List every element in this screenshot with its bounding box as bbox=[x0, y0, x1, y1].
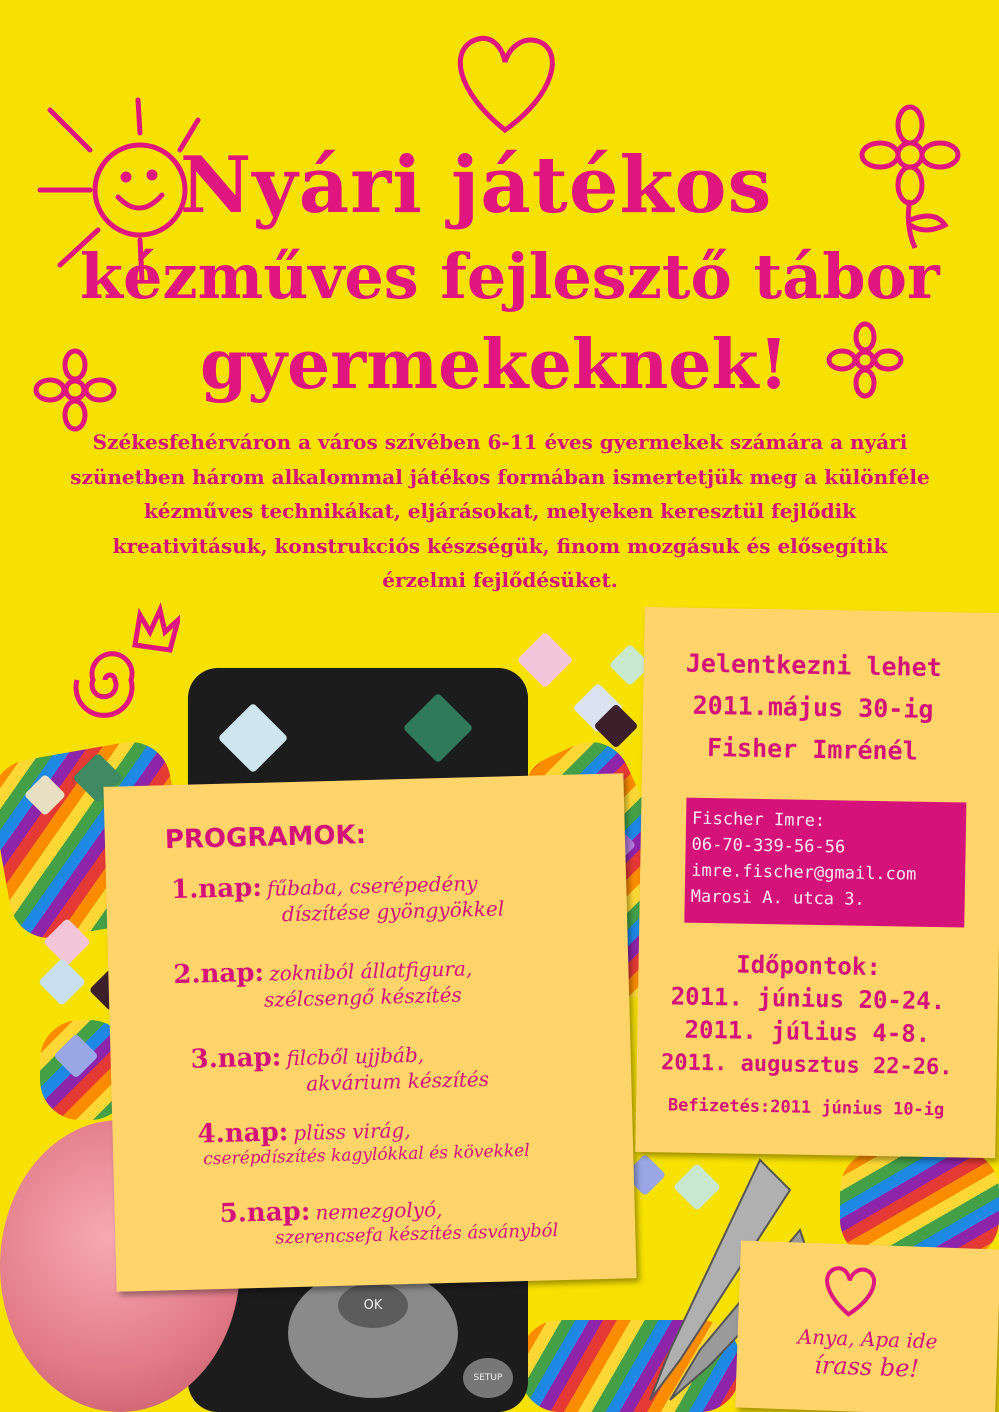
day-activity: filcből ujjbáb, bbox=[286, 1042, 425, 1071]
intro-line: Székesfehérváron a város szívében 6-11 éves gyermekek számára a nyári bbox=[92, 430, 908, 454]
dates-info bbox=[637, 947, 979, 1085]
program-heading: PROGRAMOK: bbox=[164, 820, 367, 856]
day-number: 2.nap: bbox=[173, 957, 265, 991]
bead bbox=[38, 958, 86, 1006]
bead-on-remote bbox=[218, 703, 289, 774]
day-activity: nemezgolyó, bbox=[315, 1197, 443, 1225]
intro-line: érzelmi fejlődésüket. bbox=[382, 568, 618, 592]
reminder-line: írass be! bbox=[813, 1351, 920, 1383]
contact-phone[interactable]: 06-70-339-56-56 bbox=[691, 834, 846, 858]
heart-doodle bbox=[445, 30, 565, 140]
signup-line: Jelentkezni lehet bbox=[685, 648, 942, 683]
day-number: 4.nap: bbox=[197, 1117, 289, 1150]
contact-address: Marosi A. utca 3. bbox=[690, 886, 865, 910]
day-activity: szélcsengő készítés bbox=[263, 982, 463, 1012]
day-activity: szerencsefa készítés ásványból bbox=[275, 1220, 559, 1249]
remote-ok-button: OK bbox=[338, 1283, 408, 1328]
intro-line: kézműves technikákat, eljárásokat, melyeken keresztül fejlődik bbox=[143, 499, 857, 523]
program-day-1 bbox=[171, 866, 505, 929]
spiral-crown-doodle bbox=[50, 600, 180, 730]
program-day-5 bbox=[219, 1190, 558, 1250]
flower-doodle-left bbox=[30, 345, 120, 435]
intro-paragraph bbox=[70, 425, 930, 598]
day-activity: plüss virág, bbox=[293, 1117, 411, 1146]
signup-line: Fisher Imrénél bbox=[706, 733, 918, 766]
heart-icon bbox=[818, 1263, 880, 1320]
day-number: 3.nap: bbox=[190, 1042, 282, 1075]
program-day-4 bbox=[197, 1111, 530, 1170]
day-number: 5.nap: bbox=[219, 1196, 311, 1229]
bead-on-remote bbox=[403, 693, 474, 764]
date-item: 2011. augusztus 22-26. bbox=[660, 1050, 953, 1081]
day-activity: cserépdíszítés kagylókkal és kövekkel bbox=[203, 1140, 530, 1170]
day-number: 1.nap: bbox=[170, 872, 263, 906]
intro-line: kreativitásuk, konstrukciós készségük, finom mozgásuk és elősegítik bbox=[112, 533, 888, 558]
contact-email[interactable]: imre.fischer@gmail.com bbox=[691, 860, 917, 885]
payment-info: Befizetés:2011 június 10-ig bbox=[667, 1095, 945, 1121]
reminder-line: Anya, Apa ide bbox=[797, 1324, 938, 1354]
info-note bbox=[635, 607, 999, 1158]
title-line-3: gyermekeknek! bbox=[200, 325, 789, 405]
intro-line: szünetben három alkalommal játékos formában ismertetjük meg a különféle bbox=[70, 464, 930, 489]
date-item: 2011. július 4-8. bbox=[684, 1015, 931, 1048]
flower-doodle-right bbox=[855, 100, 965, 250]
contact-box bbox=[684, 798, 966, 928]
remote-setup-button: SETUP bbox=[463, 1358, 513, 1398]
day-activity: akvárium készítés bbox=[306, 1066, 490, 1096]
day-activity: fűbaba, cserépedény bbox=[266, 871, 478, 901]
program-note bbox=[103, 773, 636, 1291]
program-day-2 bbox=[173, 952, 473, 1014]
flower-doodle-mid-right bbox=[825, 320, 905, 400]
day-activity: zokniból állatfigura, bbox=[268, 956, 473, 986]
title-line-1: Nyári játékos bbox=[180, 140, 773, 231]
signup-line: 2011.május 30-ig bbox=[692, 690, 934, 724]
signup-reminder-note bbox=[735, 1241, 999, 1412]
day-activity: díszítése gyöngyökkel bbox=[281, 896, 505, 927]
title-line-2: kézműves fejlesztő tábor bbox=[80, 240, 940, 313]
contact-name: Fischer Imre: bbox=[691, 808, 826, 832]
rainbow-sock-bottom-right bbox=[840, 1150, 999, 1260]
program-day-3 bbox=[190, 1037, 489, 1099]
date-item: 2011. június 20-24. bbox=[670, 982, 946, 1016]
dates-heading: Időpontok: bbox=[736, 950, 882, 982]
reminder-text bbox=[766, 1322, 968, 1385]
signup-info bbox=[642, 642, 984, 774]
bead bbox=[517, 632, 574, 689]
